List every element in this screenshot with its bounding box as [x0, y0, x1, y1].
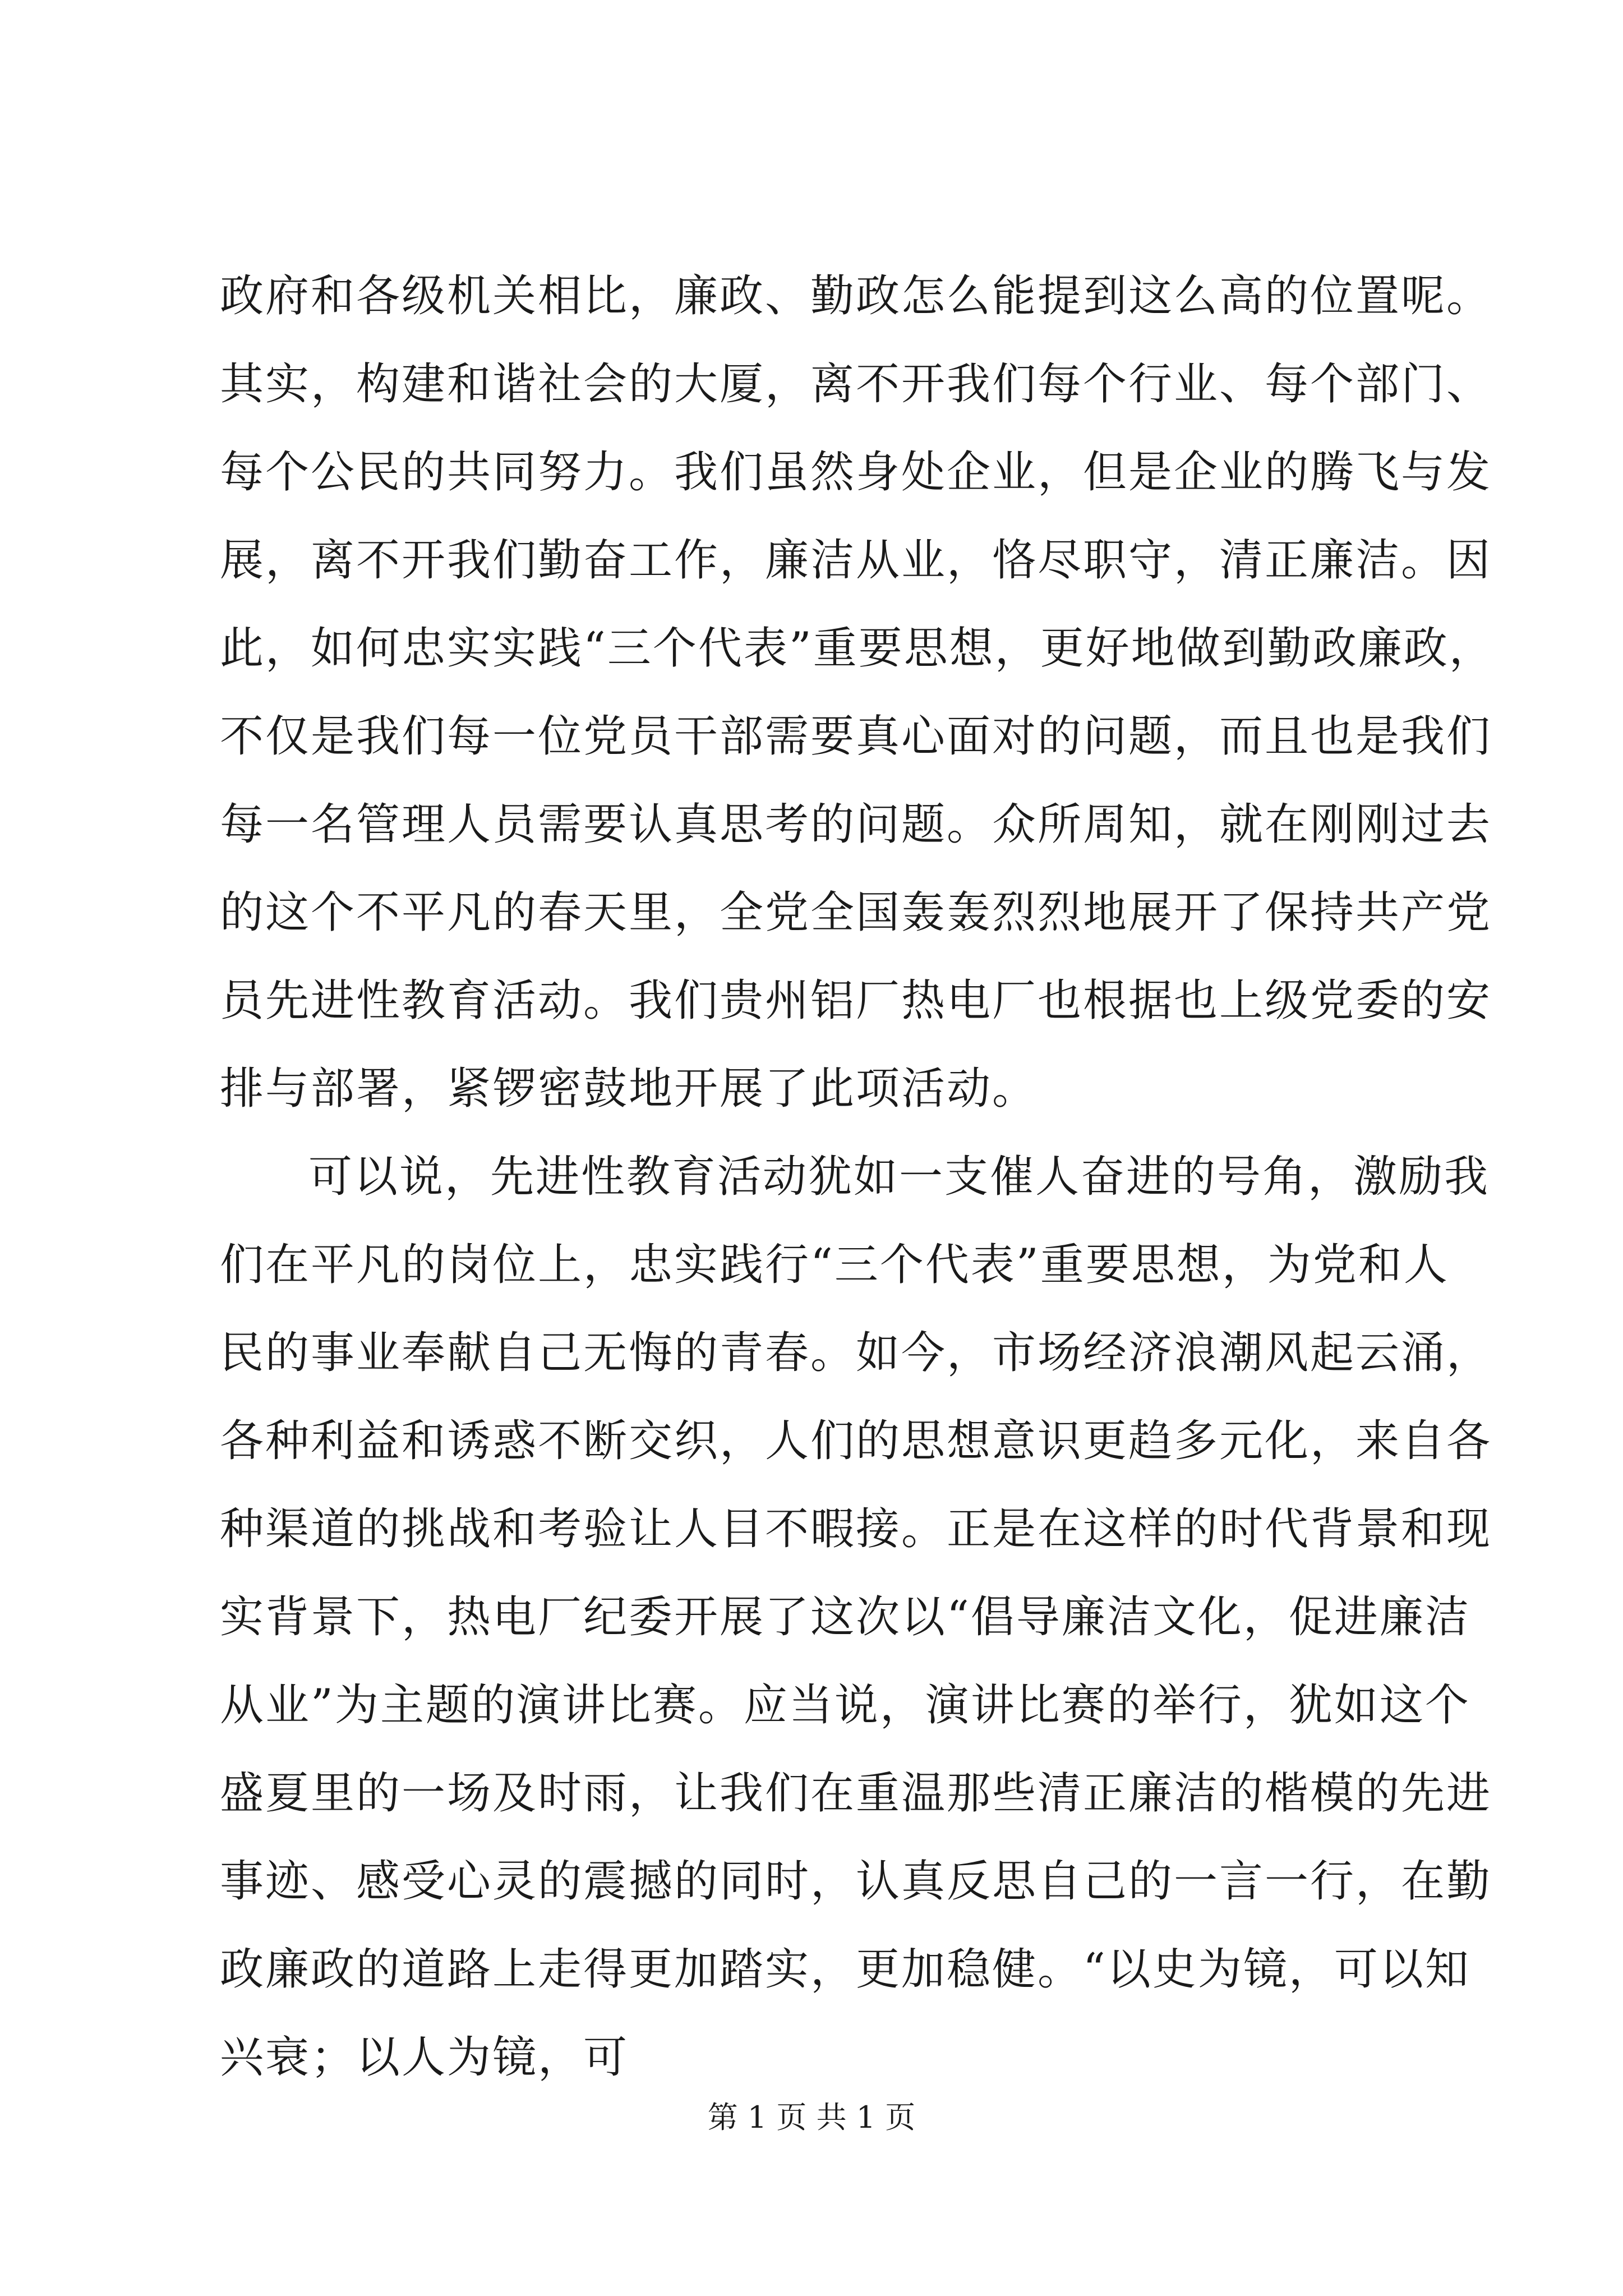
page-footer	[0, 2098, 1623, 2137]
paragraph-first-line: 可以说，先进性教育活动犹如一支催人奋进的号角，激励我	[308, 1152, 1490, 1202]
text-line: 各种利益和诱惑不断交织，人们的思想意识更趋多元化，来自各	[220, 1416, 1492, 1466]
text-line: 盛夏里的一场及时雨，让我们在重温那些清正廉洁的楷模的先进	[220, 1768, 1492, 1819]
text-line: 政廉政的道路上走得更加踏实，更加稳健。“以史为镜，可以知	[220, 1944, 1470, 1995]
text-line: 其实，构建和谐社会的大厦，离不开我们每个行业、每个部门、	[220, 359, 1492, 409]
page-number-label: 第 1 页 共 1 页	[707, 2100, 916, 2135]
text-line: 民的事业奉献自己无悔的青春。如今，市场经济浪潮风起云涌，	[220, 1328, 1492, 1378]
text-line: 展，离不开我们勤奋工作，廉洁从业，恪尽职守，清正廉洁。因	[220, 535, 1492, 586]
text-line: 此，如何忠实实践“三个代表”重要思想，更好地做到勤政廉政，	[220, 623, 1495, 674]
text-line: 每一名管理人员需要认真思考的问题。众所周知，就在刚刚过去	[220, 799, 1492, 850]
text-line: 的这个不平凡的春天里，全党全国轰轰烈烈地展开了保持共产党	[220, 887, 1492, 938]
text-line: 种渠道的挑战和考验让人目不暇接。正是在这样的时代背景和现	[220, 1504, 1492, 1554]
text-line: 事迹、感受心灵的震撼的同时，认真反思自己的一言一行，在勤	[220, 1856, 1492, 1907]
text-line: 每个公民的共同努力。我们虽然身处企业，但是企业的腾飞与发	[220, 447, 1492, 498]
document-body	[220, 252, 1495, 2102]
text-line: 政府和各级机关相比，廉政、勤政怎么能提到这么高的位置呢。	[220, 271, 1492, 321]
text-line: 们在平凡的岗位上，忠实践行“三个代表”重要思想，为党和人	[220, 1240, 1449, 1290]
text-line: 排与部署，紧锣密鼓地开展了此项活动。	[220, 1064, 1038, 1114]
text-line: 实背景下，热电厂纪委开展了这次以“倡导廉洁文化，促进廉洁	[220, 1592, 1470, 1642]
text-line: 不仅是我们每一位党员干部需要真心面对的问题，而且也是我们	[220, 711, 1492, 762]
text-line: 员先进性教育活动。我们贵州铝厂热电厂也根据也上级党委的安	[220, 976, 1492, 1026]
text-line: 兴衰；以人为镜，可	[220, 2032, 629, 2083]
text-line: 从业”为主题的演讲比赛。应当说，演讲比赛的举行，犹如这个	[220, 1680, 1470, 1731]
